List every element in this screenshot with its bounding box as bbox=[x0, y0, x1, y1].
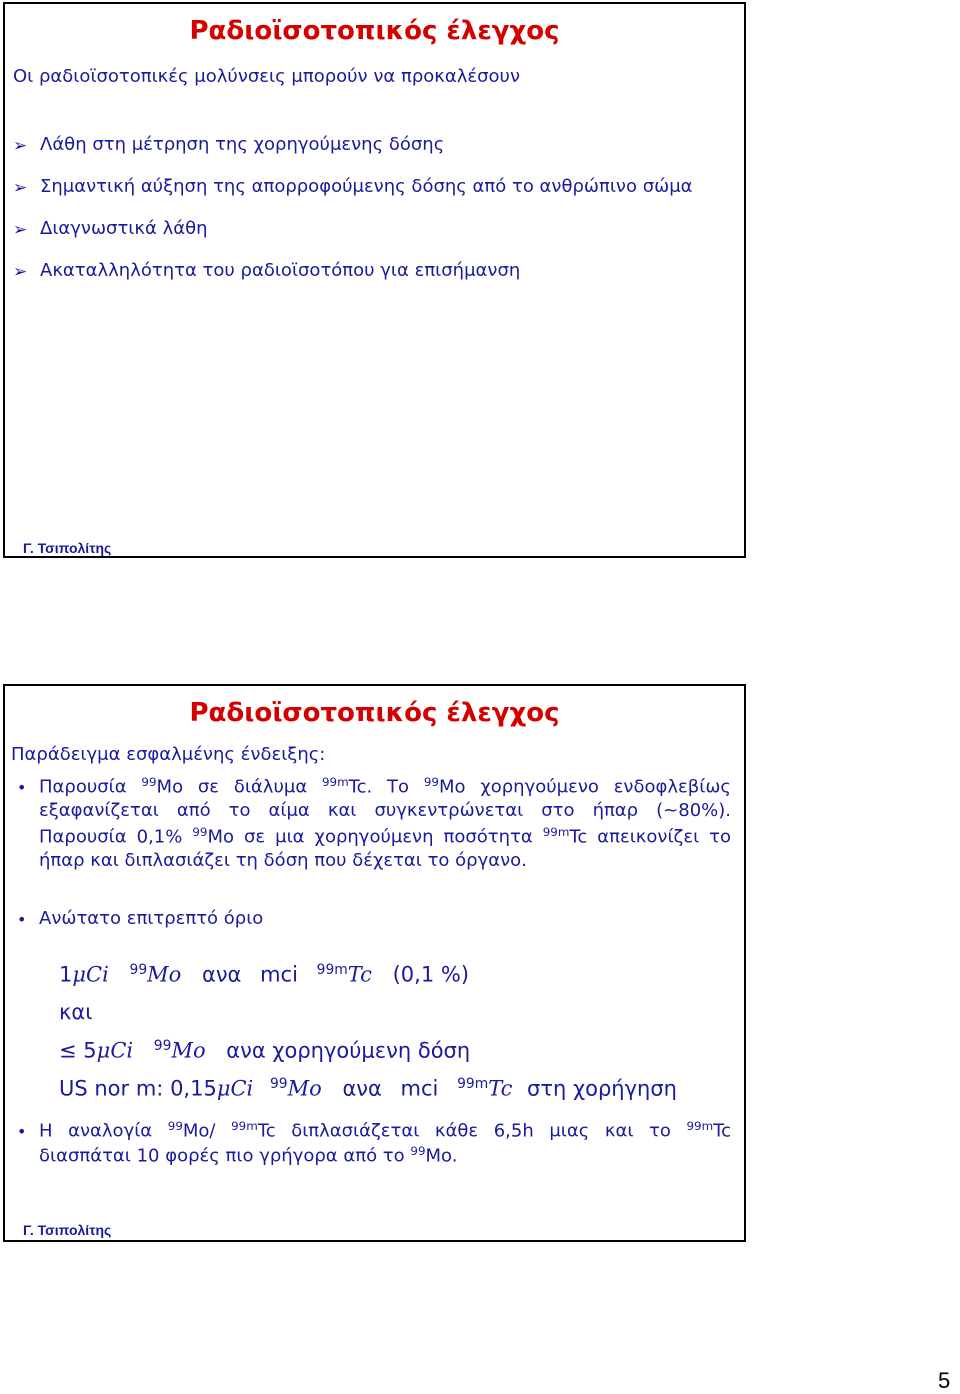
example-label: Παράδειγμα εσφαλμένης ένδειξης: bbox=[11, 744, 326, 765]
formula-line: US nor m: 0,15μCi $^{99}$Mo ανα mci $^{99m}$Tc στη χορήγηση bbox=[59, 1076, 677, 1101]
slide-2 bbox=[3, 684, 746, 1242]
limit-label: Ανώτατο επιτρεπτό όριο bbox=[39, 908, 264, 929]
slide-title: Ραδιοϊσοτοπικός έλεγχος bbox=[189, 16, 560, 46]
bullet-line: Παρουσία 0,1% $^{99}$Mo σε μια χορηγούμενη ποσότητα $^{99m}$Tc απεικονίζει το bbox=[39, 825, 732, 848]
bullet-line: διασπάται 10 φορές πιο γρήγορα από το $^{99}$Mo. bbox=[39, 1144, 458, 1167]
author-label: Γ. Τσιπολίτης bbox=[23, 540, 112, 556]
arrow-bullet-icon: ➢ bbox=[13, 262, 28, 282]
author-label: Γ. Τσιπολίτης bbox=[23, 1222, 112, 1238]
page-number: 5 bbox=[938, 1368, 951, 1393]
bullet-line: εξαφανίζεται από το αίμα και συγκεντρώνεται στο ήπαρ (~80%). bbox=[39, 800, 731, 821]
bullet-item: Λάθη στη μέτρηση της χορηγούμενης δόσης bbox=[40, 134, 445, 155]
bullet-line: Η αναλογία $^{99}$Mo/ $^{99m}$Tc διπλασιάζεται κάθε 6,5h μιας και το $^{99m}$Tc bbox=[39, 1119, 731, 1142]
dot-bullet-icon: • bbox=[17, 910, 27, 929]
intro-text: Οι ραδιοϊσοτοπικές μολύνσεις μπορούν να προκαλέσουν bbox=[13, 66, 520, 87]
arrow-bullet-icon: ➢ bbox=[13, 178, 28, 198]
bullet-line: Παρουσία $^{99}$Mo σε διάλυμα $^{99m}$Tc. Το $^{99}$Mo χορηγούμενο ενδοφλεβίως bbox=[39, 775, 731, 798]
slide-title: Ραδιοϊσοτοπικός έλεγχος bbox=[189, 698, 560, 728]
arrow-bullet-icon: ➢ bbox=[13, 220, 28, 240]
bullet-item: Ακαταλληλότητα του ραδιοϊσοτόπου για επισήμανση bbox=[40, 260, 521, 281]
formula-line: 1μCi $^{99}$Mo ανα mci $^{99m}$Tc (0,1 %) bbox=[59, 962, 470, 987]
bullet-item: Σημαντική αύξηση της απορροφούμενης δόσης από το ανθρώπινο σώμα bbox=[40, 176, 693, 197]
bullet-item: Διαγνωστικά λάθη bbox=[40, 218, 208, 239]
slide-1 bbox=[3, 2, 746, 558]
arrow-bullet-icon: ➢ bbox=[13, 136, 28, 156]
formula-line: ≤ 5μCi $^{99}$Mo ανα χορηγούμενη δόση bbox=[59, 1038, 471, 1063]
dot-bullet-icon: • bbox=[17, 778, 27, 797]
bullet-line: ήπαρ και διπλασιάζει τη δόση που δέχεται το όργανο. bbox=[39, 850, 527, 871]
dot-bullet-icon: • bbox=[17, 1122, 27, 1141]
formula-connector: και bbox=[59, 1000, 93, 1024]
